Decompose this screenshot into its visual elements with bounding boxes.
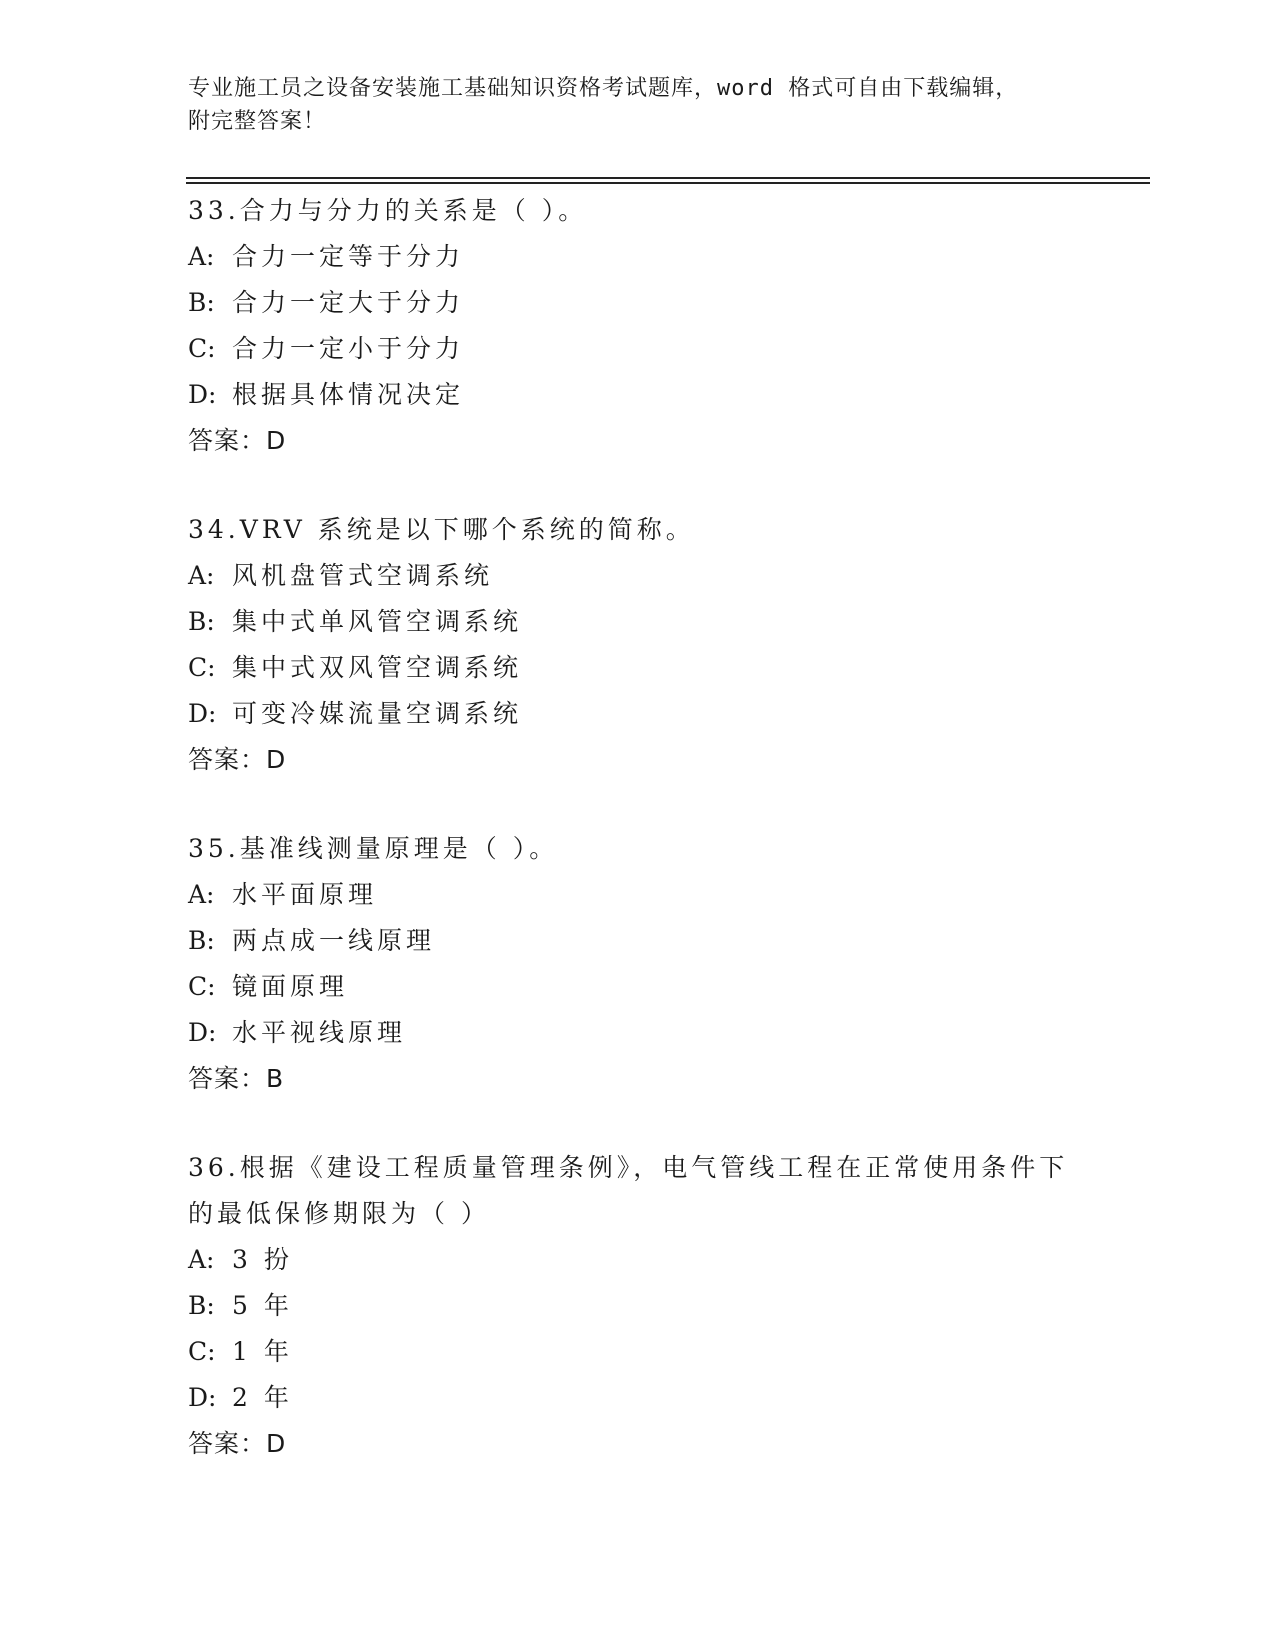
- header-divider-bottom: [186, 182, 1150, 184]
- answer-line: 答案：D: [188, 426, 287, 455]
- option-text: 可变冷媒流量空调系统: [232, 699, 523, 728]
- option-letter: B:: [188, 1291, 215, 1320]
- option-c: [188, 645, 1088, 691]
- option-text: 5 年: [232, 1291, 293, 1320]
- option-text: 1 年: [232, 1337, 293, 1366]
- option-letter: D:: [188, 380, 217, 409]
- option-letter: B:: [188, 926, 215, 955]
- option-text: 水平视线原理: [232, 1018, 407, 1047]
- question-34: [188, 507, 1088, 783]
- option-c: [188, 326, 1088, 372]
- option-d: [188, 372, 1088, 418]
- option-a: [188, 1237, 1088, 1283]
- header-line-2: 附完整答案！: [188, 109, 327, 134]
- option-a: [188, 553, 1088, 599]
- option-letter: C:: [188, 972, 216, 1001]
- option-text: 2 年: [232, 1383, 293, 1412]
- header-divider-top: [186, 177, 1150, 179]
- option-letter: D:: [188, 699, 217, 728]
- option-text: 合力一定小于分力: [232, 334, 465, 363]
- question-stem: 34.VRV 系统是以下哪个系统的简称。: [188, 515, 695, 544]
- option-text: 水平面原理: [232, 880, 378, 909]
- option-a: [188, 872, 1088, 918]
- option-text: 镜面原理: [232, 972, 349, 1001]
- option-letter: B:: [188, 607, 215, 636]
- option-text: 合力一定大于分力: [232, 288, 465, 317]
- answer-line: 答案：B: [188, 1064, 285, 1093]
- option-letter: C:: [188, 1337, 216, 1366]
- option-c: [188, 964, 1088, 1010]
- option-d: [188, 1375, 1088, 1421]
- question-35: [188, 826, 1088, 1102]
- question-36: [188, 1145, 1088, 1467]
- option-b: [188, 1283, 1088, 1329]
- option-letter: D:: [188, 1383, 217, 1412]
- option-a: [188, 234, 1088, 280]
- option-d: [188, 691, 1088, 737]
- option-text: 合力一定等于分力: [232, 242, 465, 271]
- option-text: 根据具体情况决定: [232, 380, 465, 409]
- question-stem: 35.基准线测量原理是（ ）。: [188, 834, 559, 863]
- question-33: [188, 188, 1088, 464]
- option-text: 两点成一线原理: [232, 926, 436, 955]
- option-letter: A:: [188, 242, 215, 271]
- option-letter: C:: [188, 653, 216, 682]
- question-stem-line-1: 36.根据《建设工程质量管理条例》，电气管线工程在正常使用条件下: [188, 1153, 1069, 1182]
- option-d: [188, 1010, 1088, 1056]
- option-b: [188, 599, 1088, 645]
- option-text: 集中式双风管空调系统: [232, 653, 523, 682]
- option-letter: A:: [188, 561, 215, 590]
- document-header: [188, 72, 1068, 138]
- option-c: [188, 1329, 1088, 1375]
- option-letter: C:: [188, 334, 216, 363]
- option-letter: B:: [188, 288, 215, 317]
- option-letter: D:: [188, 1018, 217, 1047]
- answer-line: 答案：D: [188, 745, 287, 774]
- option-text: 集中式单风管空调系统: [232, 607, 523, 636]
- option-letter: A:: [188, 880, 215, 909]
- option-b: [188, 280, 1088, 326]
- option-b: [188, 918, 1088, 964]
- question-stem: 33.合力与分力的关系是（ ）。: [188, 196, 588, 225]
- option-text: 3 扮: [232, 1245, 293, 1274]
- option-text: 风机盘管式空调系统: [232, 561, 494, 590]
- option-letter: A:: [188, 1245, 215, 1274]
- question-stem-line-2: 的最低保修期限为（ ）: [188, 1199, 490, 1228]
- answer-line: 答案：D: [188, 1429, 287, 1458]
- header-line-1: 专业施工员之设备安装施工基础知识资格考试题库，word 格式可自由下载编辑，: [188, 76, 1019, 101]
